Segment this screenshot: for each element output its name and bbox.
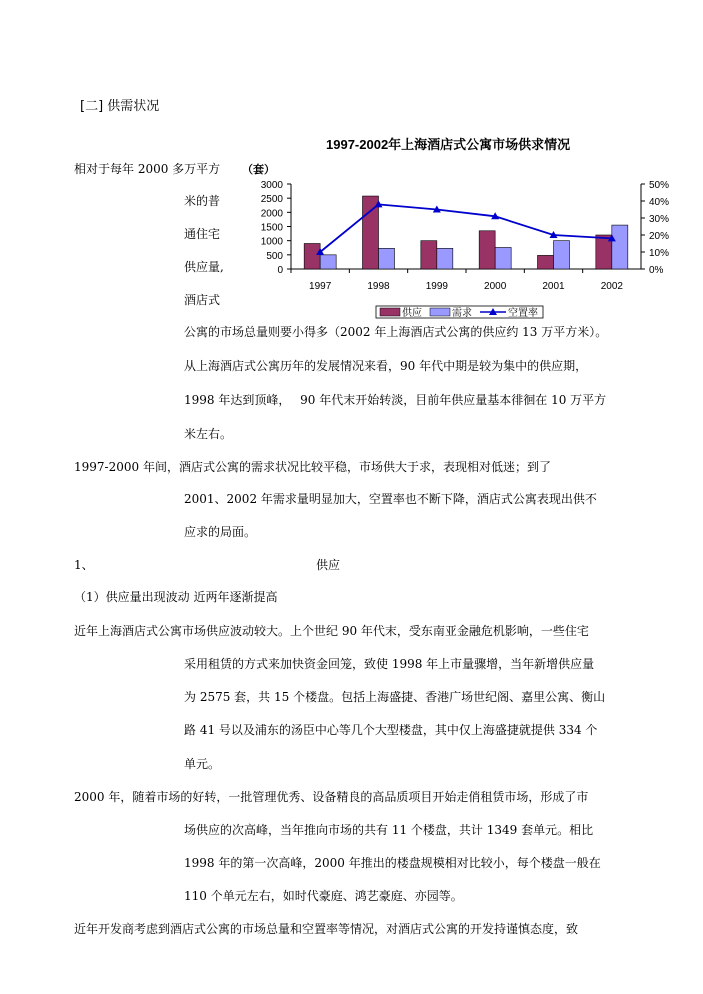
right-tick-label: 0%: [649, 265, 664, 276]
paragraph-line: 为 2575 套，共 15 个楼盘。包括上海盛捷、香港广场世纪阁、嘉里公寓、衡山: [184, 690, 606, 704]
paragraph-line: 110 个单元左右，如时代豪庭、鸿艺豪庭、亦园等。: [184, 889, 463, 903]
paragraph-line: 供应量,: [184, 260, 224, 274]
paragraph-line: 1998 年达到顶峰， 90 年代末开始转淡，目前年供应量基本徘徊在 10 万平方: [184, 393, 607, 407]
x-tick-label: 2002: [600, 281, 623, 292]
demand-bar: [379, 248, 395, 269]
paragraph-line: 相对于每年 2000 多万平方: [74, 162, 221, 176]
legend-label: 供应: [402, 308, 422, 319]
right-axis-ticks: [641, 180, 669, 276]
x-tick-label: 2001: [542, 281, 565, 292]
list-number: 1、: [74, 558, 94, 572]
x-axis-labels: [309, 281, 623, 292]
paragraph-line: 米的普: [184, 194, 221, 208]
supply-bar: [304, 244, 320, 270]
left-tick-label: 1000: [260, 236, 283, 248]
right-tick-label: 10%: [649, 248, 670, 259]
paragraph-line: 通住宅: [184, 227, 221, 241]
x-tick-label: 1998: [367, 281, 390, 292]
demand-bar: [495, 247, 511, 269]
supply-bar: [479, 231, 495, 269]
paragraph-line: 路 41 号以及浦东的汤臣中心等几个大型楼盘，其中仅上海盛捷就提供 334 个: [184, 723, 598, 737]
paragraph-line: 场供应的次高峰，当年推向市场的共有 11 个楼盘，共计 1349 套单元。相比: [184, 823, 594, 837]
legend-swatch: [380, 308, 400, 316]
paragraph-line: 2001、2002 年需求量明显加大，空置率也不断下降，酒店式公寓表现出供不: [184, 492, 597, 506]
paragraph-line: 采用租赁的方式来加快资金回笼，致使 1998 年上市量骤增，当年新增供应量: [184, 657, 595, 671]
paragraph-line: 1997-2000 年间，酒店式公寓的需求状况比较平稳，市场供大于求，表现相对低迷；到了: [74, 460, 551, 474]
paragraph-line: 单元。: [184, 757, 221, 771]
paragraph-line: 2000 年，随着市场的好转，一批管理优秀、设备精良的高品质项目开始走俏租赁市场，形成了市: [74, 790, 589, 804]
right-tick-label: 20%: [649, 231, 670, 242]
y-axis-unit-label: （套）: [242, 163, 275, 176]
demand-bar: [554, 241, 570, 269]
legend-swatch: [430, 308, 450, 316]
paragraph-line: 酒店式: [184, 293, 221, 307]
paragraph-line: 应求的局面。: [184, 525, 257, 539]
left-tick-label: 1500: [260, 222, 283, 234]
chart-title: 1997-2002年上海酒店式公寓市场供求情况: [326, 137, 571, 152]
right-tick-label: 50%: [649, 180, 670, 191]
paragraph-line: 近年上海酒店式公寓市场供应波动较大。上个世纪 90 年代末，受东南亚金融危机影响，一些住宅: [74, 624, 589, 638]
left-tick-label: 500: [266, 250, 283, 262]
left-axis-ticks: [261, 180, 291, 276]
left-tick-label: 2000: [260, 208, 283, 220]
left-tick-label: 2500: [260, 194, 283, 206]
paragraph-line: 从上海酒店式公寓历年的发展情况来看，90 年代中期是较为集中的供应期，: [184, 359, 588, 373]
legend-label: 需求: [452, 308, 472, 319]
right-tick-label: 30%: [649, 214, 670, 225]
paragraph-line: 公寓的市场总量则要小得多（2002 年上海酒店式公寓的供应约 13 万平方米）。: [184, 325, 608, 339]
supply-bar: [538, 255, 554, 269]
left-tick-label: 0: [277, 265, 283, 276]
chart-legend: [376, 306, 543, 319]
left-tick-label: 3000: [260, 180, 283, 191]
supply-bar: [421, 241, 437, 269]
x-tick-label: 1999: [425, 281, 448, 292]
section-heading: [二] 供需状况: [80, 99, 160, 114]
x-tick-label: 2000: [484, 281, 507, 292]
x-tick-label: 1997: [309, 281, 332, 292]
demand-bar: [612, 225, 628, 269]
subsection-title: 供应: [316, 558, 341, 572]
chart-grid: [291, 184, 641, 269]
vacancy-line: [316, 200, 616, 255]
paragraph-line: 1998 年的第一次高峰，2000 年推出的楼盘规模相对比较小，每个楼盘一般在: [184, 856, 601, 870]
subsection-heading: （1）供应量出现波动 近两年逐渐提高: [74, 590, 278, 604]
right-tick-label: 40%: [649, 197, 670, 208]
demand-bar: [320, 255, 336, 269]
paragraph-line: 近年开发商考虑到酒店式公寓的市场总量和空置率等情况，对酒店式公寓的开发持谨慎态度，致: [74, 922, 579, 936]
demand-bar: [437, 248, 453, 269]
paragraph-line: 米左右。: [184, 427, 233, 441]
legend-label: 空置率: [508, 308, 538, 319]
